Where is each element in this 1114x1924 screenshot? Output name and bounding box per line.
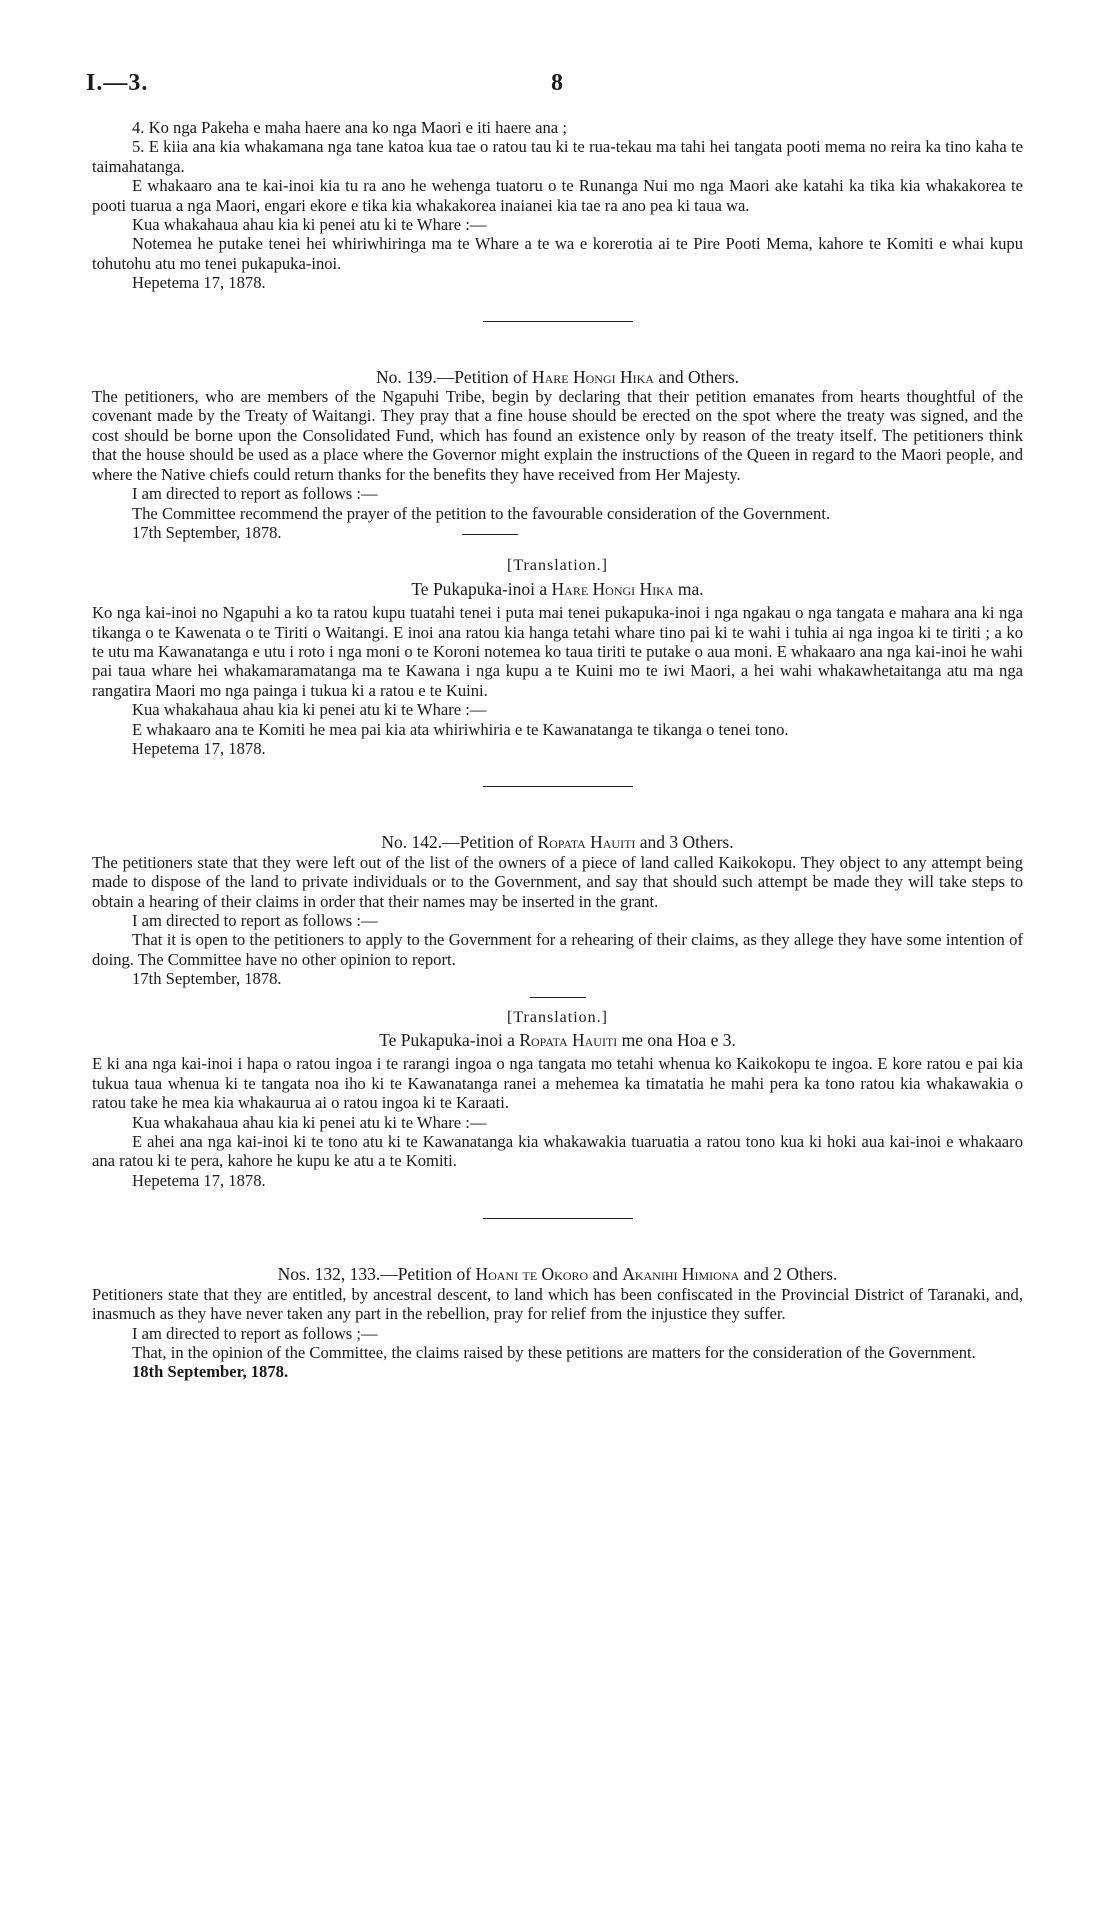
section-title: Te Pukapuka-inoi a Ropata Hauiti me ona Hoa e 3. [379,1030,736,1051]
section-translation-139 [92,556,1023,758]
section-divider [483,321,633,322]
paragraph: That, in the opinion of the Committee, the claims raised by these petitions are matters for the consideration of the Government. [132,1342,976,1362]
document-reference: I.—3. [86,70,149,96]
translation-label: [Translation.] [507,557,608,575]
petitioner-name: Hoani te Okoro [475,1264,589,1285]
paragraph: Kua whakahaua ahau kia ki penei atu ki te Whare :— [132,1112,487,1132]
short-divider [462,534,518,535]
section-petition-139 [92,368,1023,543]
paragraph: The petitioners state that they were left out of the list of the owners of a piece of land called Kaikokopu. They object to any attempt being made to dispose of the land to private individuals or to the Government, and say that should such attempt be made they will take steps to obtain a hearing of their claims in order that their names may be inserted in the grant. [92,852,1023,911]
section-translation-142 [92,1008,1023,1191]
section-petition-132-133 [92,1265,1023,1381]
paragraph: Kua whakahaua ahau kia ki penei atu ki te Whare :— [132,215,487,235]
section-date: Hepetema 17, 1878. [132,738,266,758]
paragraph: E ki ana nga kai-inoi i hapa o ratou ingoa i te rarangi ingoa o nga tangata mo tetahi whenua ko Kaikokopu te ingoa. E kore ratou e pai kia tukua taua whenua ki te tangata noa iho ki te Kawanatanga ranei a mehemea ka timatatia he mahi pera ka tono ratou kia whakawakia o ratou take he mea kia whakaurua ai o ratou ingoa ki te Karaati. [92,1054,1023,1113]
section-title: Te Pukapuka-inoi a Hare Hongi Hika ma. [411,578,704,599]
paragraph: Petitioners state that they are entitled, by ancestral descent, to land which has been confiscated in the Provincial District of Taranaki, and, inasmuch as they have never taken any part in the rebellion, pray for relief from the injustice they suffer. [92,1284,1023,1324]
paragraph: That it is open to the petitioners to apply to the Government for a rehearing of their claims, as they allege they have some intention of doing. The Committee have no other opinion to report. [92,930,1023,969]
document-body [92,118,1023,1382]
section-date: Hepetema 17, 1878. [132,1170,266,1190]
paragraph: E ahei ana nga kai-inoi ki te tono atu ki te Kawanatanga kia whakawakia tuaruatia a ratou tono kua ki hoki aua kai-inoi e whakaaro ana ratou ki te pera, kahore he kupu ke atu a te Komiti. [92,1132,1023,1171]
section-date: 17th September, 1878. [92,523,1023,542]
petitioner-name: Hare Hongi Hika [551,578,674,599]
translation-label: [Translation.] [507,1008,608,1026]
section-petition-142 [92,833,1023,988]
paragraph: The petitioners, who are members of the Ngapuhi Tribe, begin by declaring that their petition emanates from hearts thoughtful of the covenant made by the Treaty of Waitangi. They pray that a fine house should be erected on the spot where the treaty was signed, and the cost should be borne upon the Consolidated Fund, which has found an existence only by reason of the treaty itself. The petitioners think that the house should be used as a place where the Governor might explain the instructions of the Queen in regard to the Maori people, and where the Native chiefs could return thanks for the benefits they have received from Her Majesty. [92,387,1023,484]
section-title: Nos. 132, 133.—Petition of Hoani te Okoro and Akanihi Himiona and 2 Others. [277,1264,838,1285]
paragraph: 4. Ko nga Pakeha e maha haere ana ko nga Maori e iti haere ana ; [132,118,567,137]
paragraph: E whakaaro ana te Komiti he mea pai kia ata whiriwhiria e te Kawanatanga te tikanga o tenei tono. [132,719,789,739]
section-divider [483,1218,633,1219]
section-date: 17th September, 1878. [132,969,282,989]
page-header [86,70,1028,100]
paragraph: Notemea he putake tenei hei whiriwhiringa ma te Whare a te wa e korerotia ai te Pire Pooti Mema, kahore te Komiti e whai kupu tohutohu atu mo tenei pukapuka-inoi. [92,234,1023,273]
paragraph: I am directed to report as follows :— [132,484,378,504]
paragraph: I am directed to report as follows :— [132,911,378,930]
paragraph: 5. E kiia ana kia whakamana nga tane katoa kua tae o ratou tau ki te rua-tekau ma tahi hei tangata pooti mema no reira ka tino kaha te taimahatanga. [92,137,1023,176]
section-continuation [92,118,1023,293]
paragraph: E whakaaro ana te kai-inoi kia tu ra ano he wehenga tuatoru o te Runanga Nui mo nga Maori ake katahi ka tika kia whakakorea te pooti tuarua a nga Maori, engari ekore e tika kia whakakorea inaianei kia tae ra ano pea ki taua wa. [92,176,1023,215]
short-divider [530,997,586,998]
section-divider [483,786,633,787]
paragraph: I am directed to report as follows ;— [132,1323,378,1343]
petitioner-name: Ropata Hauiti [537,832,636,853]
petitioner-name: Ropata Hauiti [519,1030,618,1051]
section-date: 18th September, 1878. [132,1362,289,1382]
paragraph: Ko nga kai-inoi no Ngapuhi a ko ta ratou kupu tuatahi tenei i puta mai tenei pukapuka-inoi i nga ngakau o nga tangata e mahara ana ki nga tikanga o te Kawenata o te Tiriti o Waitangi. E inoi ana ratou kia hanga tetahi whare tino pai ki te wahi i tuhia ai nga ingoa ki te tiriti ; a ko te utu ma Kawanatanga e utu i roto i nga moni o te Koroni notemea ko taua tiriti te putake o aua moni. E whakaaro ana nga kai-inoi he wahi pai taua whare hei whakamaramatanga ma te Kawana i nga kupu a te Kuini mo te iwi Maori, a hei wahi whakawhetaitanga atu ma nga rangatira Maori mo nga painga i tukua ki a ratou e te Kuini. [92,603,1023,700]
petitioner-name: Akanihi Himiona [622,1264,740,1285]
page-number: 8 [551,70,563,96]
section-title: No. 142.—Petition of Ropata Hauiti and 3 Others. [381,832,734,853]
section-date: Hepetema 17, 1878. [132,273,266,293]
section-title: No. 139.—Petition of Hare Hongi Hika and Others. [375,366,740,387]
paragraph: Kua whakahaua ahau kia ki penei atu ki te Whare :— [132,700,487,720]
petitioner-name: Hare Hongi Hika [531,366,654,387]
paragraph: The Committee recommend the prayer of the petition to the favourable consideration of the Government. [132,503,831,523]
